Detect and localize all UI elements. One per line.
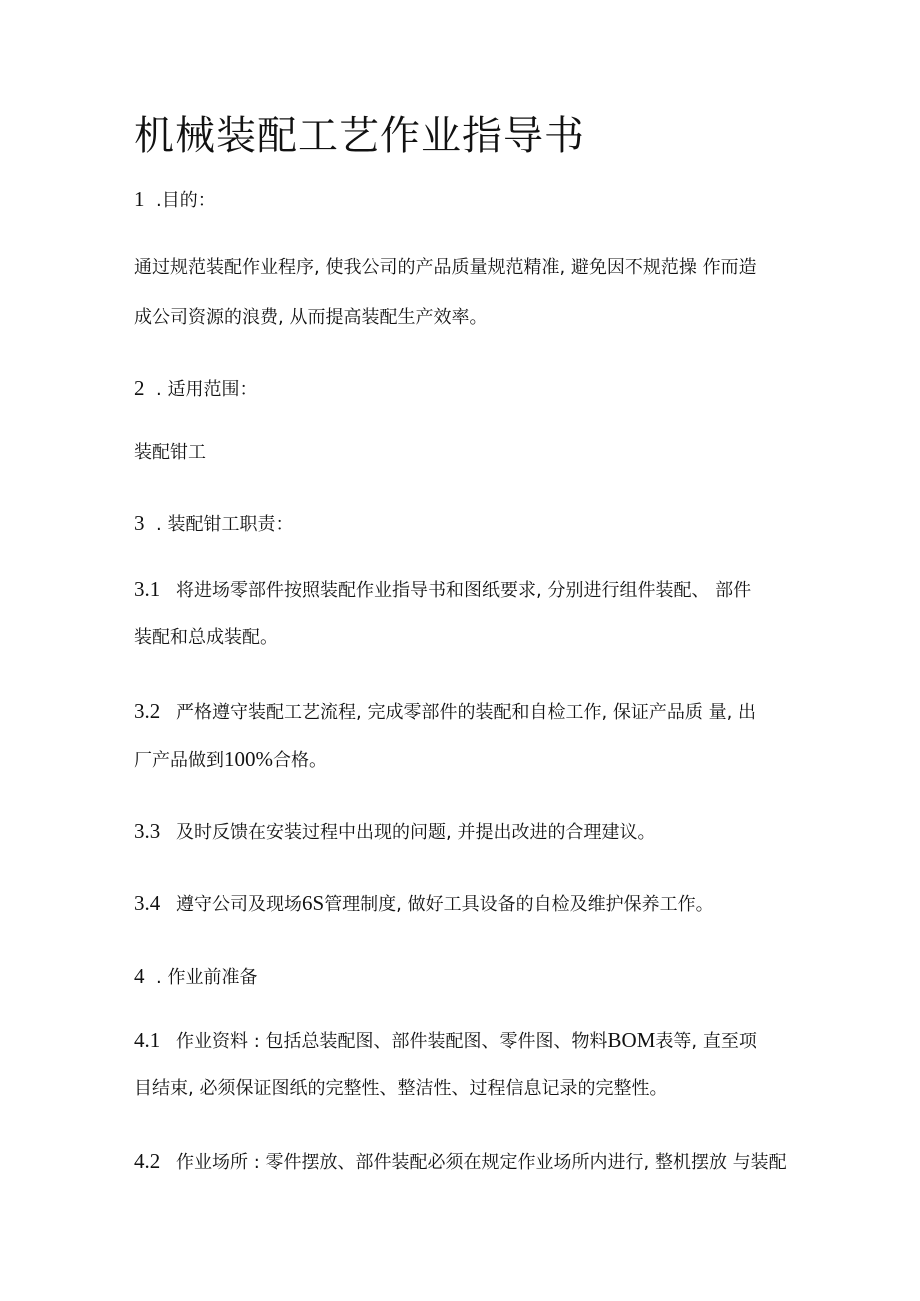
section-number: 3 [134,511,145,535]
item-text: 将进场零部件按照装配作业指导书和图纸要求, 分别进行组件装配、 部件 [176,580,752,601]
item-4-2-line-1 [134,1148,787,1176]
item-3-1-line-1 [134,576,751,604]
item-text: 作业场所 : 零件摆放、部件装配必须在规定作业场所内进行, 整机摆放 与装配 [176,1152,787,1173]
section-2-body-line-1: 装配钳工 [134,442,206,463]
section-number: 1 [134,187,145,211]
item-code: BOM [607,1028,656,1052]
item-number: 4.2 [134,1149,161,1173]
item-text: 表等, 直至项 [655,1031,757,1052]
document-title: 机械装配工艺作业指导书 [134,113,585,159]
item-code: 6S [302,891,325,915]
item-number: 3.3 [134,819,161,843]
item-text: 作业资料 : 包括总装配图、部件装配图、零件图、物料 [176,1031,608,1052]
section-3-heading [134,510,293,538]
item-3-2-line-1 [134,698,756,726]
item-3-3-line-1 [134,818,655,846]
section-1-heading [134,186,216,214]
item-text: 及时反馈在安装过程中出现的问题, 并提出改进的合理建议。 [176,822,656,843]
section-title: . 装配钳工职责： [156,514,294,535]
section-1-body-line-1: 通过规范装配作业程序, 使我公司的产品质量规范精准, 避免因不规范操 作而造 [134,257,757,278]
item-text: 合格。 [273,750,327,771]
item-text: 遵守公司及现场 [176,894,302,915]
item-number: 4.1 [134,1028,161,1052]
section-1-body-line-2: 成公司资源的浪费, 从而提高装配生产效率。 [134,307,488,328]
section-4-heading [134,963,257,991]
section-title: . 适用范围： [156,379,258,400]
item-percentage: 100% [224,747,273,771]
item-text: 管理制度, 做好工具设备的自检及维护保养工作。 [324,894,714,915]
item-text: 厂产品做到 [134,750,224,771]
section-number: 4 [134,964,145,988]
section-number: 2 [134,376,145,400]
item-4-1-line-1 [134,1027,757,1055]
section-title: .目的： [156,190,216,211]
item-4-1-line-2: 目结束, 必须保证图纸的完整性、整洁性、过程信息记录的完整性。 [134,1078,668,1099]
item-text: 严格遵守装配工艺流程, 完成零部件的装配和自检工作, 保证产品质 量, 出 [176,702,757,723]
item-number: 3.2 [134,699,161,723]
section-title: . 作业前准备 [156,967,258,988]
section-2-heading [134,375,257,403]
item-3-1-line-2: 装配和总成装配。 [134,627,278,648]
item-number: 3.4 [134,891,161,915]
item-3-4-line-1 [134,890,714,918]
item-3-2-line-2 [134,746,327,774]
item-number: 3.1 [134,577,161,601]
